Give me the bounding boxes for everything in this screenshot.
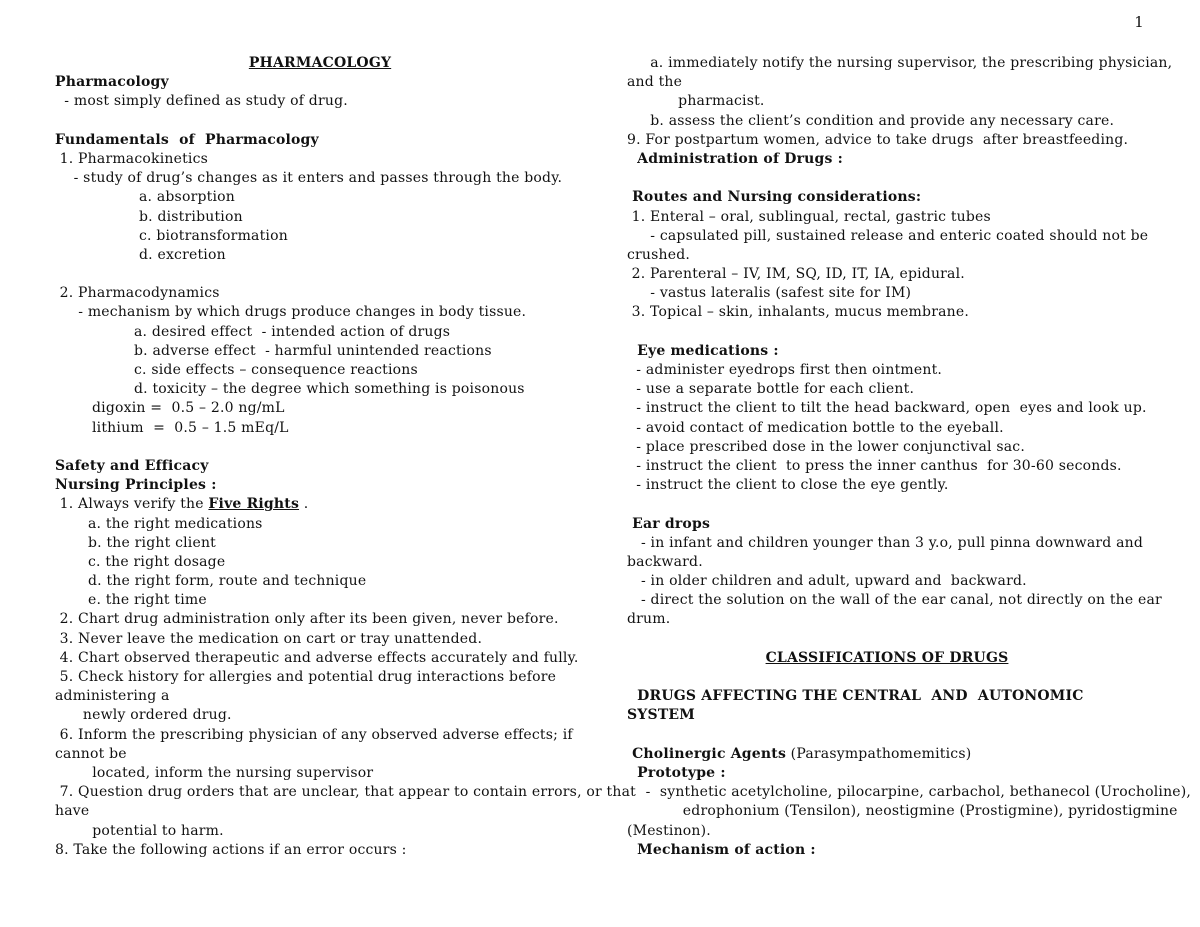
principle-7-line3: potential to harm. — [55, 822, 224, 839]
eye-item: - instruct the client to press the inner canthus for 30-60 seconds. — [627, 457, 1122, 474]
principle-1-text: 1. Always verify the — [55, 496, 209, 513]
pk-subitem: b. distribution — [139, 208, 243, 225]
document-title: PHARMACOLOGY — [248, 55, 392, 71]
principle-1 — [55, 495, 585, 514]
spacer — [55, 112, 585, 131]
mechanism-heading: Mechanism of action : — [627, 841, 816, 858]
error-action-a-line3: pharmacist. — [627, 93, 765, 110]
right-column — [627, 54, 1192, 860]
nursing-principles-heading: Nursing Principles : — [55, 477, 217, 494]
pd-subitem: a. desired effect - intended action of drugs — [134, 323, 451, 340]
pharmacokinetics-definition: - study of drug’s changes as it enters and passes through the body. — [55, 170, 563, 187]
cholinergic-agents-alias: (Parasympathomemitics) — [786, 745, 972, 762]
spacer — [627, 323, 1147, 342]
spacer — [627, 668, 1147, 687]
right-item: c. the right dosage — [88, 553, 226, 570]
right-item: b. the right client — [88, 534, 216, 551]
cns-heading-line1: DRUGS AFFECTING THE CENTRAL AND AUTONOMIC — [627, 688, 1084, 705]
principle-7-line1: 7. Question drug orders that are unclear, that appear to contain errors, or that — [55, 784, 636, 801]
eye-item: - administer eyedrops first then ointment. — [627, 362, 943, 378]
page-number: 1 — [1134, 13, 1144, 31]
route-enteral: 1. Enteral – oral, sublingual, rectal, gastric tubes — [627, 208, 991, 225]
prototype-line1: - synthetic acetylcholine, pilocarpine, carbachol, bethanecol (Urocholine), — [627, 784, 1192, 801]
pk-subitem: a. absorption — [139, 189, 235, 206]
prototype-line2: edrophonium (Tensilon), neostigmine (Prostigmine), pyridostigmine — [627, 803, 1178, 820]
principle-7-line2: have — [55, 803, 90, 820]
pk-subitem: c. biotransformation — [139, 227, 288, 244]
spacer — [55, 438, 585, 457]
digoxin-range: digoxin = 0.5 – 2.0 ng/mL — [92, 400, 285, 417]
ear-item-3-line1: - direct the solution on the wall of the ear canal, not directly on the ear — [627, 592, 1162, 609]
cholinergic-agents-label: Cholinergic Agents — [627, 745, 787, 762]
ear-item-3-line2: drum. — [627, 611, 671, 628]
pd-subitem: d. toxicity – the degree which something is poisonous — [134, 381, 525, 398]
five-rights-label: Five Rights — [208, 496, 300, 513]
pd-subitem: c. side effects – consequence reactions — [134, 362, 418, 378]
principle-3: 3. Never leave the medication on cart or tray unattended. — [55, 630, 483, 647]
principle-5-line3: newly ordered drug. — [55, 707, 232, 724]
error-action-a-line2: and the — [627, 74, 683, 91]
route-parenteral: 2. Parenteral – IV, IM, SQ, ID, IT, IA, epidural. — [627, 266, 965, 283]
ear-drops-heading: Ear drops — [627, 515, 711, 532]
cns-heading-line2: SYSTEM — [627, 707, 696, 724]
eye-item: - avoid contact of medication bottle to the eyeball. — [627, 419, 1004, 436]
principle-1-end: . — [299, 496, 309, 513]
right-item: a. the right medications — [88, 515, 263, 532]
prototype-line3: (Mestinon). — [627, 822, 711, 839]
spacer — [627, 169, 1147, 188]
pk-subitem: d. excretion — [139, 246, 226, 263]
eye-item: - instruct the client to tilt the head backward, open eyes and look up. — [627, 400, 1147, 417]
route-parenteral-note: - vastus lateralis (safest site for IM) — [627, 285, 912, 302]
pharmacology-definition: - most simply defined as study of drug. — [55, 93, 348, 110]
pharmacodynamics-item: 2. Pharmacodynamics — [55, 285, 220, 302]
cholinergic-agents-line — [627, 745, 1147, 764]
spacer — [627, 630, 1147, 649]
left-column — [55, 54, 636, 860]
pharmacology-heading: Pharmacology — [55, 74, 169, 91]
right-item: e. the right time — [88, 592, 207, 609]
spacer — [627, 726, 1147, 745]
spacer — [627, 495, 1147, 514]
pd-subitem: b. adverse effect - harmful unintended reactions — [134, 342, 492, 359]
fundamentals-heading: Fundamentals of Pharmacology — [55, 131, 319, 148]
principle-9: 9. For postpartum women, advice to take drugs after breastfeeding. — [627, 131, 1129, 148]
right-item: d. the right form, route and technique — [88, 573, 367, 590]
pharmacodynamics-definition: - mechanism by which drugs produce changes in body tissue. — [55, 304, 527, 321]
error-action-b: b. assess the client’s condition and provide any necessary care. — [627, 112, 1115, 129]
prototype-heading: Prototype : — [627, 764, 726, 781]
principle-6-line1: 6. Inform the prescribing physician of any observed adverse effects; if — [55, 726, 573, 743]
ear-item-2: - in older children and adult, upward and backward. — [627, 573, 1027, 590]
principle-4: 4. Chart observed therapeutic and adverse effects accurately and fully. — [55, 649, 579, 666]
principle-6-line2: cannot be — [55, 745, 127, 762]
principle-2: 2. Chart drug administration only after its been given, never before. — [55, 611, 559, 628]
eye-item: - use a separate bottle for each client. — [627, 381, 915, 398]
spacer — [55, 265, 585, 284]
eye-medications-heading: Eye medications : — [627, 342, 779, 359]
administration-heading: Administration of Drugs : — [627, 150, 844, 167]
principle-6-line3: located, inform the nursing supervisor — [55, 764, 374, 781]
pharmacokinetics-item: 1. Pharmacokinetics — [55, 150, 209, 167]
principle-5-line1: 5. Check history for allergies and potential drug interactions before — [55, 669, 557, 685]
routes-heading: Routes and Nursing considerations: — [627, 189, 922, 206]
classifications-heading: CLASSIFICATIONS OF DRUGS — [765, 649, 1009, 666]
principle-5-line2: administering a — [55, 688, 170, 705]
principle-8: 8. Take the following actions if an error occurs : — [55, 841, 407, 858]
route-enteral-note-line2: crushed. — [627, 246, 691, 263]
eye-item: - place prescribed dose in the lower conjunctival sac. — [627, 438, 1025, 455]
error-action-a-line1: a. immediately notify the nursing supervisor, the prescribing physician, — [627, 55, 1173, 71]
route-enteral-note-line1: - capsulated pill, sustained release and enteric coated should not be — [627, 227, 1149, 244]
route-topical: 3. Topical – skin, inhalants, mucus membrane. — [627, 304, 969, 321]
ear-item-1-line2: backward. — [627, 553, 703, 570]
eye-item: - instruct the client to close the eye gently. — [627, 477, 949, 494]
safety-heading: Safety and Efficacy — [55, 457, 209, 474]
lithium-range: lithium = 0.5 – 1.5 mEq/L — [92, 419, 289, 436]
ear-item-1-line1: - in infant and children younger than 3 y.o, pull pinna downward and — [627, 534, 1143, 551]
